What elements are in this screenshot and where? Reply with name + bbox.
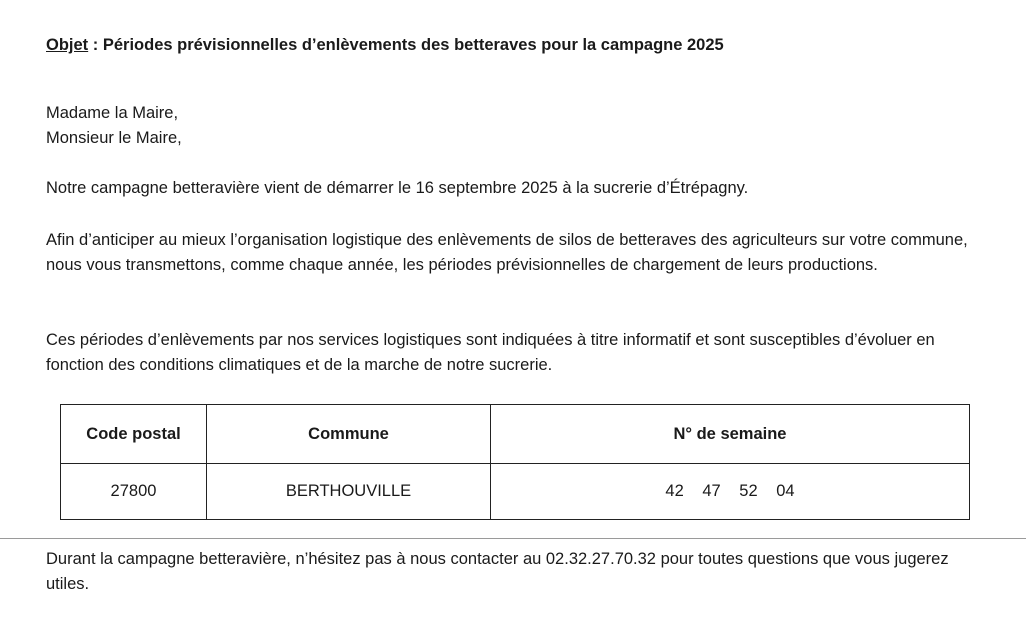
week-number: 04 [776,482,795,500]
table-row [61,464,970,520]
paragraph-logistics: Afin d’anticiper au mieux l’organisation logistique des enlèvements de silos de betteraves des agriculteurs sur votre commune, nous vous transmettons, comme chaque année, les périodes prévisionnelles de chargement de leurs productions. [46,231,968,274]
subject-line [46,33,724,58]
subject-separator: : [88,36,103,54]
cell-weeks [491,464,970,520]
cell-commune: BERTHOUVILLE [207,464,491,520]
subject-prefix: Objet [46,36,89,54]
cell-code-postal: 27800 [61,464,207,520]
salutation-monsieur: Monsieur le Maire, [46,129,182,147]
paragraph-disclaimer: Ces périodes d’enlèvements par nos services logistiques sont indiquées à titre informatif et sont susceptibles d’évoluer en fonction des conditions climatiques et de la marche de notre sucrerie. [46,331,935,374]
closing-paragraph: Durant la campagne betteravière, n’hésitez pas à nous contacter au 02.32.27.70.32 pour toutes questions que vous jugerez utiles. [46,550,949,593]
header-week-number: N° de semaine [491,405,970,464]
salutation-madame: Madame la Maire, [46,104,179,122]
week-number: 42 [665,482,684,500]
table-header-row [61,405,970,464]
header-commune: Commune [207,405,491,464]
pickup-schedule-table [60,404,970,520]
paragraph-campaign-start: Notre campagne betteravière vient de démarrer le 16 septembre 2025 à la sucrerie d’Étrépagny. [46,179,749,197]
week-number: 47 [702,482,721,500]
subject-text: Périodes prévisionnelles d’enlèvements des betteraves pour la campagne 2025 [102,36,724,54]
header-code-postal: Code postal [61,405,207,464]
week-number: 52 [739,482,758,500]
page-fold-divider [0,538,1026,539]
